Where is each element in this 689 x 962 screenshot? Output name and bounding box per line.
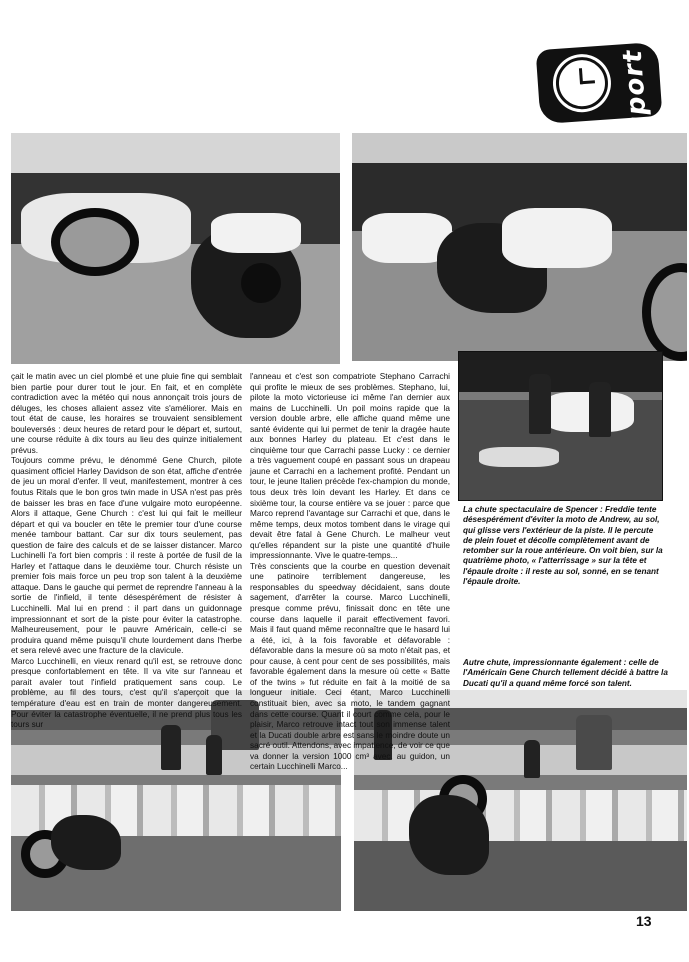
section-logo-label: sport <box>617 48 654 133</box>
paragraph: çait le matin avec un ciel plombé et une pluie fine qui semblait bien partie pour durer tout le jour. En fait, et en complète contradiction avec la météo qui nous annonçait trois jours de déluges, les choses allaient assez vite s'améliorer. Mais en tout état de cause, les horaires se trouvaient sensiblement bouleversés : deux heures de retard pour le départ et, surtout, une course réduite à dix tours au lieu des quinze initialement prévus. <box>11 372 242 455</box>
article-column-left <box>11 372 242 731</box>
stopwatch-icon <box>554 55 610 111</box>
photo-crash-top-right <box>352 133 687 361</box>
caption-church-crash: Autre chute, impressionnante également : celle de l'Américain Gene Church tellement décidé à battre la Ducati qu'il a quand même forcé son talent. <box>463 658 668 688</box>
paragraph: Toujours comme prévu, le dénommé Gene Church, pilote quasiment officiel Harley Davidson de son état, affiche d'entrée de jeu un moral d'enfer. Il veut, manifestement, montrer à ces foutus Ritals que le bon gros twin made in USA n'est pas près de baisser les bras en face d'une vulgaire moto européenne. Alors il attaque, Gene Church : c'est lui qui fait le meilleur départ et qui va boucler en tête le premier tour d'une course menée tambour battant. Car sur dix tours seulement, pas question de faire des calculs et de se laisser distancer. Marco Luchinelli l'a fort bien compris : il reste à portée de fusil de la Harley et l'attaque dans le deuxième tour. Church résiste un premier fois mais force un peu trop son talent à la deuxième attaque. Dans le gauche qui permet de reprendre l'anneau à la sortie de l'infield, il tente désespérément de résister à Lucchinelli. Mal lui en prend : il part dans un guidonnage impressionnant et sort de la piste pour éviter la catastrophe. Malheureusement, pour le pauvre Américain, celle-ci se produira quand même puisqu'il chute lourdement dans l'herbe et sera relevé avec une fracture de la clavicule. <box>11 456 242 656</box>
photo-crash-aftermath <box>458 351 663 501</box>
paragraph: Marco Lucchinelli, en vieux renard qu'il est, se retrouve donc presque confortablement en tête. Il va vite sur l'anneau et parait avaler tout l'infield pratiquement sans coup. Le problème, au fil des tours, c'est qu'il s'aperçoit que la température d'eau est en train de monter dangereusement. Pour éviter la catastrophe éventuelle, il ne prend plus tous les tours sur <box>11 656 242 730</box>
page-number: 13 <box>636 913 652 929</box>
paragraph: Très conscients que la courbe en question devenait une patinoire terriblement dangereuse, les responsables du speedway décidaient, sans doute sagement, d'arrêter la course. Marco Lucchinelli, presque comme prévu, finissait donc en tête une course dans laquelle il parait effectivement favori. Mais il faut quand même reconnaître que le hasard lui a été, ici, à la fois favorable et défavorable : défavorable dans la mesure où sa moto n'était pas, et pour cause, à cent pour cent de ses possibilités, mais favorable également dans la mesure où cette « Batte of the twins » fut réduite en fait à la moitié de sa longueur initiale. Ceci étant, Marco Lucchinelli constituait bien, avec sa moto, le tandem gagnant dans cette course. Quant il court comme cela, pour le plaisir, Marco retrouve intact tout son immense talent et la Ducati double arbre est sans le moindre doute un sacré outil. Attendons, avec impatience, de voir ce que va donner la version 1000 cm³ avec, au guidon, un certain Lucchinelli Marco... <box>250 561 450 772</box>
photo-crash-top-left <box>11 133 340 364</box>
section-logo <box>536 42 663 133</box>
paragraph: l'anneau et c'est son compatriote Stephano Carrachi qui profite le mieux de ses problèmes. Stephano, lui, pilote la moto victorieuse ici même l'an dernier aux mains de Lucchinelli. Un poil moins rapide que la version double arbre, elle affiche quand même une santé évidente qui lui permet de tenir la dragée haute aux bonnes Harley du plateau. Et c'est dans le cinquième tour que Carrachi passe Lucky : ce dernier a très vaguement coupé en passant sous un drapeau jaune et Carrachi en a lachement profité. Pendant un tour, le jeune Italien précède l'ex-champion du monde, tous deux très loin devant les Harley. Et dans ce sixième tour, la course entière va se jouer : parce que Marco reprend l'avantage sur Carrachi et que, dans le même temps, deux motos tombent dans le virage qui devait être fatal à Gene Church. Le malheur veut qu'elles répandent sur la piste une quantité d'huile impressionnante. Vive le quatre-temps... <box>250 372 450 561</box>
article-column-middle <box>250 372 450 773</box>
caption-spencer-crash: La chute spectaculaire de Spencer : Freddie tente désespérément d'éviter la moto de Andrew, au sol, qui glisse vers l'extérieur de la piste. Il le percute de plein fouet et décolle complètement avant de retomber sur la roue antérieure. On voit bien, sur la quatrième photo, « l'atterrissage » sur la tête et l'épaule droite : il reste au sol, sonné, en se tenant l'épaule droite. <box>463 505 663 587</box>
